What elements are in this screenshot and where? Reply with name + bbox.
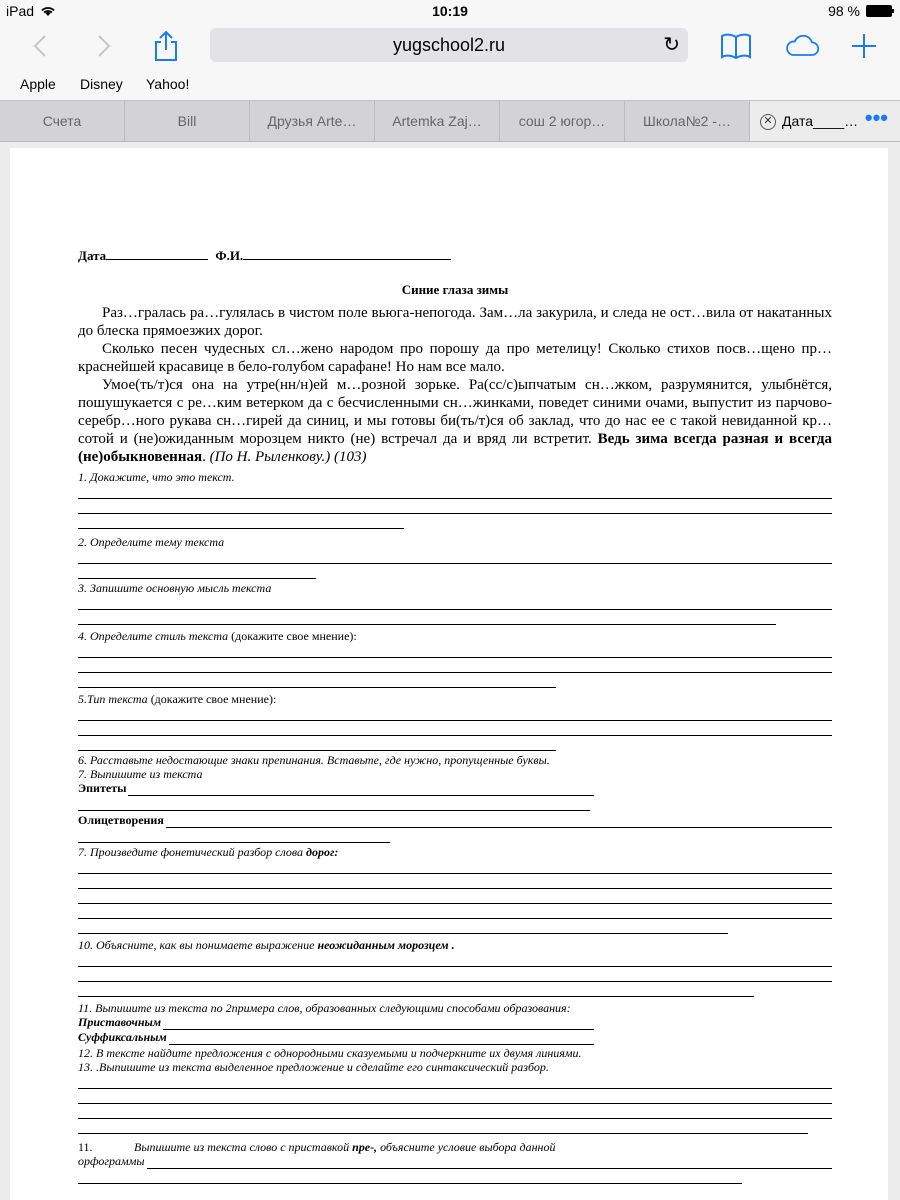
orthogram-line[interactable] (147, 1156, 833, 1169)
plus-icon (851, 33, 877, 59)
task-11b-rest: объясните условие выбора данной (377, 1140, 556, 1154)
suffix-row (78, 1030, 594, 1045)
answer-line[interactable] (78, 904, 832, 919)
answer-line[interactable] (78, 952, 832, 967)
task-10-word: неожиданным морозцем . (317, 938, 455, 952)
task-3-text: 3. Запишите основную мысль текста (78, 581, 272, 595)
task-2 (78, 535, 832, 549)
text-source: (По Н. Рыленкову.) (103) (209, 449, 367, 465)
share-button[interactable] (148, 28, 184, 64)
epithets-row (78, 781, 594, 796)
prefix-line[interactable] (163, 1017, 594, 1030)
bookmark-apple[interactable]: Apple (20, 76, 56, 92)
answer-line[interactable] (78, 1104, 832, 1119)
task-11b-number: 11. (78, 1140, 93, 1154)
task-10-text: 10. Объясните, как вы понимаете выражение (78, 938, 318, 952)
status-right (828, 3, 892, 19)
header-line (78, 248, 451, 264)
tasks (78, 470, 832, 1184)
orthogram-label: орфограммы (78, 1154, 145, 1168)
task-6-text: 6. Расставьте недостающие знаки препинания. Вставьте, где нужно, пропущенные буквы. (78, 753, 550, 767)
task-5-text: 5.Тип текста (78, 692, 148, 706)
tab-1[interactable]: Счета (0, 101, 125, 141)
answer-line[interactable] (78, 643, 832, 658)
tab-5[interactable]: сош 2 югор… (500, 101, 625, 141)
status-time: 10:19 (432, 3, 468, 19)
tab-4[interactable]: Artemka Zaj… (375, 101, 500, 141)
chevron-right-icon (97, 34, 111, 58)
task-7b (78, 845, 832, 859)
answer-line[interactable] (78, 499, 832, 514)
answer-line[interactable] (78, 673, 556, 688)
task-7b-word: дорог: (306, 845, 339, 859)
task-5 (78, 692, 832, 706)
answer-line[interactable] (78, 1074, 832, 1089)
battery-percent: 98 % (828, 3, 860, 19)
personification-line[interactable] (166, 815, 832, 828)
answer-line[interactable] (78, 796, 590, 811)
new-tab-button[interactable] (846, 28, 882, 64)
browser-toolbar (0, 24, 900, 70)
task-4-text: 4. Определите стиль текста (78, 629, 229, 643)
task-12-text: 12. В тексте найдите предложения с однородными сказуемыми и подчеркните их двумя линиями. (78, 1046, 582, 1060)
highlighted-sentence: Ведь зима всегда разная и всегда (не)обыкновенная (78, 431, 832, 465)
paragraph-1: Раз…гралась ра…гулялась в чистом поле вьюга-непогода. Зам…ла закурила, и следа не ост…вила от накатанных до блеска прямоезжих дорог. (78, 305, 832, 339)
tab-2[interactable]: Bill (125, 101, 250, 141)
bookmark-disney[interactable]: Disney (80, 76, 123, 92)
answer-line[interactable] (78, 706, 832, 721)
task-1-text: 1. Докажите, что это текст. (78, 470, 235, 484)
task-3 (78, 581, 832, 595)
back-button[interactable] (22, 28, 58, 64)
answer-line[interactable] (78, 658, 832, 673)
answer-line[interactable] (78, 982, 754, 997)
task-11 (78, 1001, 832, 1015)
forward-button[interactable] (86, 28, 122, 64)
epithets-label: Эпитеты (78, 781, 127, 795)
answer-line[interactable] (78, 721, 832, 736)
battery-icon (866, 5, 892, 17)
main-text (78, 304, 832, 466)
answer-line[interactable] (78, 1119, 808, 1134)
paragraph-3 (78, 376, 832, 466)
tab-active-label: Дата____… (782, 113, 859, 129)
paragraph-2: Сколько песен чудесных сл…жено народом про порошу да про метелицу! Сколько стихов посв…щено пр…краснейшей красавице в бело-голубом сарафане! Но нам все мало. (78, 341, 832, 375)
task-7-text: 7. Выпишите из текста (78, 767, 203, 781)
answer-line[interactable] (78, 828, 390, 843)
suffix-line[interactable] (169, 1032, 594, 1045)
task-7b-text: 7. Произведите фонетический разбор слова (78, 845, 307, 859)
paragraph-3-dot: . (202, 449, 210, 465)
answer-line[interactable] (78, 1089, 832, 1104)
url-text: yugschool2.ru (392, 35, 506, 55)
answer-line[interactable] (78, 874, 832, 889)
icloud-tabs-button[interactable] (784, 28, 820, 64)
suffix-label: Суффиксальным (78, 1030, 167, 1044)
tab-bar (0, 100, 900, 142)
date-label: Дата (78, 248, 107, 263)
fio-label: Ф.И. (215, 248, 244, 263)
task-7 (78, 767, 832, 781)
bookmarks-button[interactable] (718, 28, 754, 64)
paragraph-3-text: Умое(ть/т)ся она на утре(нн/н)ей м…розной зорьке. Ра(сс/с)ыпчатым сн…жком, разрумянится, улыбнётся, пошушукается с ре…ким ветерком да с бесчисленными сн…жинками, поведет синими очами, выпустит из парчово-серебр…ного рукава сн…гирей да синиц, и мы готовы би(ть/т)ся об заклад, что до нас ее с такой невиданной кр…сотой и (не)ожиданным морозцем никто (не) встречал да и вряд ли встретит. (78, 377, 832, 447)
task-6 (78, 753, 832, 767)
text-title: Синие глаза зимы (401, 282, 509, 297)
answer-line[interactable] (78, 1169, 742, 1184)
answer-line[interactable] (78, 736, 556, 751)
task-4 (78, 629, 832, 643)
task-11b-text: Выпишите из текста слово с приставкой (134, 1140, 353, 1154)
task-13-text: 13. .Выпишите из текста выделенное предложение и сделайте его синтаксический разбор. (78, 1060, 549, 1074)
task-13 (78, 1060, 832, 1074)
personification-row (78, 813, 832, 828)
answer-line[interactable] (78, 484, 832, 499)
task-1 (78, 470, 832, 484)
bookmark-yahoo[interactable]: Yahoo! (146, 76, 190, 92)
task-4-note: (докажите свое мнение): (228, 629, 357, 643)
close-icon[interactable]: ✕ (760, 114, 776, 130)
date-blank (106, 249, 208, 260)
tab-6[interactable]: Школа№2 -… (625, 101, 750, 141)
answer-line[interactable] (78, 610, 776, 625)
cloud-icon (784, 33, 820, 59)
answer-line[interactable] (78, 919, 728, 934)
answer-line[interactable] (78, 549, 832, 564)
task-11b-prefix: пре-, (352, 1140, 378, 1154)
tab-3[interactable]: Друзья Arte… (250, 101, 375, 141)
epithets-line[interactable] (128, 783, 594, 796)
bookmarks-bar (0, 70, 900, 100)
answer-line[interactable] (78, 967, 832, 982)
device-name: iPad (6, 3, 35, 19)
address-bar[interactable] (210, 28, 688, 62)
answer-line[interactable] (78, 859, 832, 874)
task-11-text: 11. Выпишите из текста по 2примера слов, образованных следующими способами образования: (78, 1001, 571, 1015)
prefix-label: Приставочным (78, 1015, 162, 1029)
answer-line[interactable] (78, 595, 832, 610)
fio-blank (243, 249, 451, 260)
task-12 (78, 1046, 832, 1060)
document-page (10, 148, 888, 1200)
task-11b (78, 1140, 832, 1154)
task-2-text: 2. Определите тему текста (78, 535, 225, 549)
task-10 (78, 938, 832, 952)
prefix-row (78, 1015, 594, 1030)
battery-fill (867, 6, 891, 16)
more-icon[interactable]: ••• (864, 105, 888, 130)
reload-icon[interactable]: ↻ (663, 34, 680, 56)
task-5-note: (докажите свое мнение): (147, 692, 277, 706)
book-icon (720, 33, 752, 59)
answer-line[interactable] (78, 564, 316, 579)
personification-label: Олицетворения (78, 813, 164, 827)
status-bar (0, 0, 900, 24)
answer-line[interactable] (78, 889, 832, 904)
share-icon (153, 30, 179, 62)
chevron-left-icon (33, 34, 47, 58)
answer-line[interactable] (78, 514, 404, 529)
orthogram-row (78, 1154, 832, 1169)
